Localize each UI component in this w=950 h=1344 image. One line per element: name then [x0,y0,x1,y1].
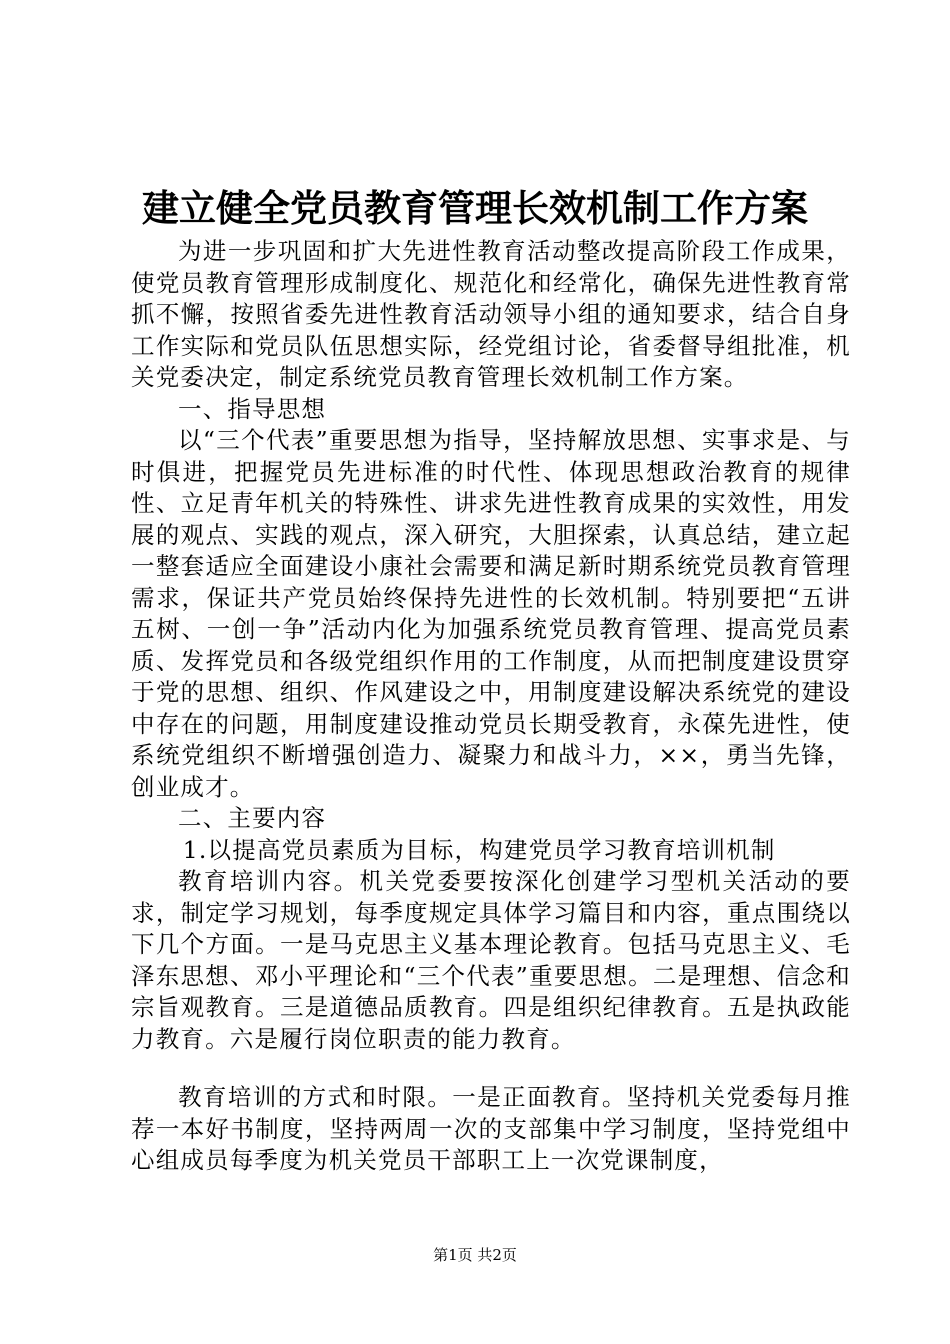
section-heading-guiding-ideology: 一、指导思想 [178,394,327,423]
training-content-paragraph: 教育培训内容。机关党委要按深化创建学习型机关活动的要求，制定学习规划，每季度规定具体学习篇目和内容，重点围绕以下几个方面。一是马克思主义基本理论教育。包括马克思主义、毛泽东思想、邓小平理论和“三个代表”重要思想。二是理想、信念和宗旨观教育。三是道德品质教育。四是组织纪律教育。五是执政能力教育。六是履行岗位职责的能力教育。 [131,867,851,1053]
training-method-paragraph: 教育培训的方式和时限。一是正面教育。坚持机关党委每月推荐一本好书制度，坚持两周一次的支部集中学习制度，坚持党组中心组成员每季度为机关党员干部职工上一次党课制度， [131,1083,851,1174]
paragraph-spacer [131,1055,851,1082]
intro-paragraph: 为进一步巩固和扩大先进性教育活动整改提高阶段工作成果，使党员教育管理形成制度化、规范化和经常化，确保先进性教育常抓不懈，按照省委先进性教育活动领导小组的通知要求，结合自身工作实际和党员队伍思想实际，经党组讨论，省委督导组批准，机关党委决定，制定系统党员教育管理长效机制工作方案。 [131,237,851,391]
guiding-ideology-paragraph: 以“三个代表”重要思想为指导，坚持解放思想、实事求是、与时俱进，把握党员先进标准的时代性、体现思想政治教育的规律性、立足青年机关的特殊性、讲求先进性教育成果的实效性，用发展的观点、实践的观点，深入研究，大胆探索，认真总结，建立起一整套适应全面建设小康社会需要和满足新时期系统党员教育管理需求，保证共产党员始终保持先进性的长效机制。特别要把“五讲五树、一创一争”活动内化为加强系统党员教育管理、提高党员素质、发挥党员和各级党组织作用的工作制度，从而把制度建设贯穿于党的思想、组织、作风建设之中，用制度建设解决系统党的建设中存在的问题，用制度建设推动党员长期受教育，永葆先进性，使系统党组织不断增强创造力、凝聚力和战斗力，××，勇当先锋，创业成才。 [131,426,851,801]
item-heading-training-mechanism: 1.以提高党员素质为目标，构建党员学习教育培训机制 [182,835,776,864]
page-footer: 第1页 共2页 [433,1246,517,1264]
document-body [131,236,851,1177]
section-heading-main-content: 二、主要内容 [178,804,327,832]
document-title: 建立健全党员教育管理长效机制工作方案 [142,187,808,230]
